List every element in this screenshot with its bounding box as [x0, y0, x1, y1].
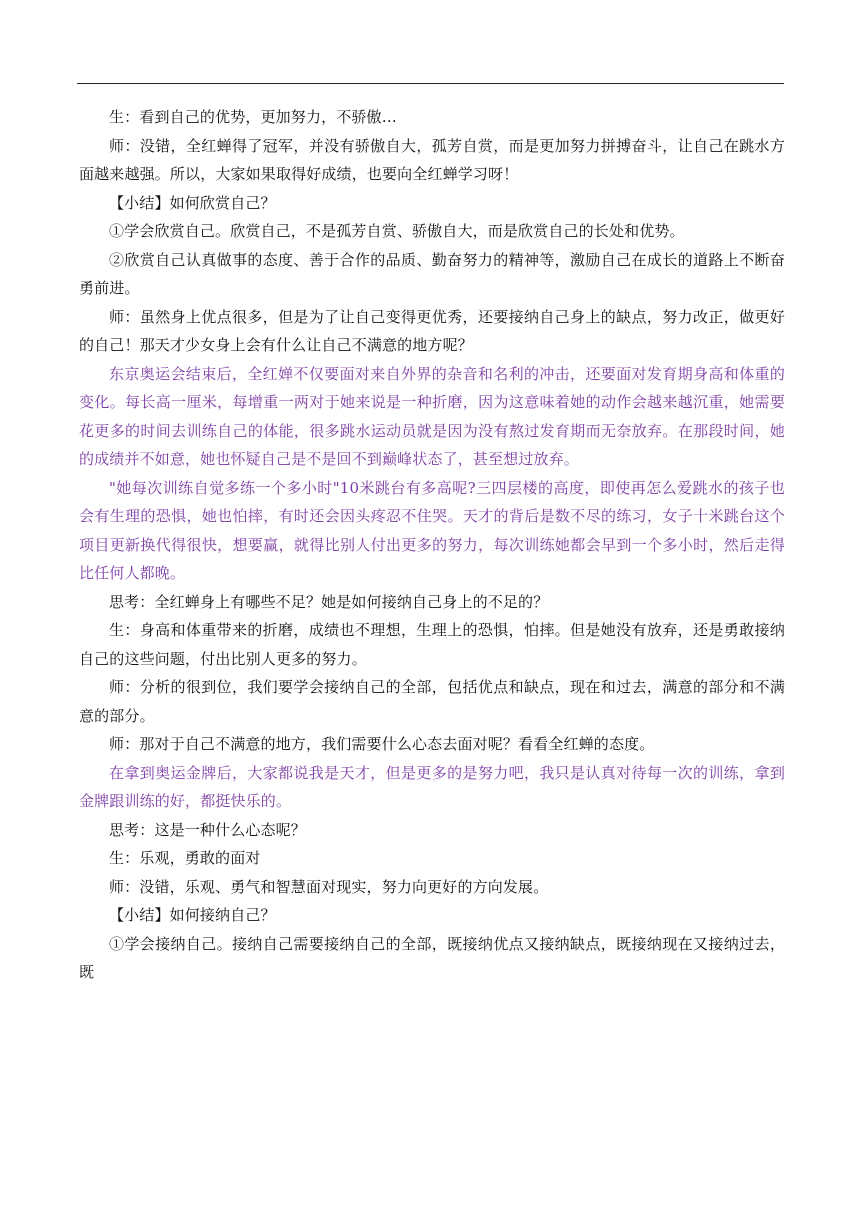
paragraph: 思考：这是一种什么心态呢？ — [109, 820, 306, 839]
paragraph: 师：没错，全红蝉得了冠军，并没有骄傲自大，孤芳自赏，而是更加努力拼搏奋斗，让自己在跳水方面越来越强。所以，大家如果取得好成绩，也要向全红蝉学习呀！ — [79, 136, 785, 183]
paragraph: 生：乐观，勇敢的面对 — [109, 849, 261, 867]
document-body — [79, 103, 785, 987]
summary-heading: 【小结】如何接纳自己？ — [109, 906, 276, 924]
highlighted-quote: "她每次训练自觉多练一个多小时"10米跳台有多高呢?三四层楼的高度，即使再怎么爱跳水的孩子也会有生理的恐惧，她也怕摔，有时还会因头疼忍不住哭。天才的背后是数不尽的练习，女子十米跳台这个项目更新换代得很快，想要赢，就得比别人付出更多的努力，每次训练她都会早到一个多小时，然后走得比任何人都晚。 — [79, 478, 785, 582]
paragraph: 生：看到自己的优势，更加努力，不骄傲… — [109, 108, 397, 126]
summary-point: ②欣赏自己认真做事的态度、善于合作的品质、勤奋努力的精神等，激励自己在成长的道路上不断奋勇前进。 — [79, 250, 785, 297]
highlighted-quote: 东京奥运会结束后，全红婵不仅要面对来自外界的杂音和名利的冲击，还要面对发育期身高和体重的变化。每长高一厘米，每增重一两对于她来说是一种折磨，因为这意味着她的动作会越来越沉重，她需要花更多的时间去训练自己的体能，很多跳水运动员就是因为没有熬过发育期而无奈放弃。在那段时间，她的成绩并不如意，她也怀疑自己是不是回不到巅峰状态了，甚至想过放弃。 — [79, 364, 785, 468]
summary-point: ①学会欣赏自己。欣赏自己，不是孤芳自赏、骄傲自大，而是欣赏自己的长处和优势。 — [109, 222, 685, 240]
paragraph: 师：没错，乐观、勇气和智慧面对现实，努力向更好的方向发展。 — [109, 877, 549, 896]
highlighted-quote: 在拿到奥运金牌后，大家都说我是天才，但是更多的是努力吧，我只是认真对待每一次的训练，拿到金牌跟训练的好，都挺快乐的。 — [79, 763, 785, 810]
paragraph: 师：虽然身上优点很多，但是为了让自己变得更优秀，还要接纳自己身上的缺点，努力改正，做更好的自己！那天才少女身上会有什么让自己不满意的地方呢？ — [79, 307, 785, 354]
summary-heading: 【小结】如何欣赏自己？ — [109, 193, 276, 212]
paragraph: 师：那对于自己不满意的地方，我们需要什么心态去面对呢？看看全红蝉的态度。 — [109, 735, 655, 753]
paragraph: 生：身高和体重带来的折磨，成绩也不理想，生理上的恐惧，怕摔。但是她没有放弃，还是勇敢接纳自己的这些问题，付出比别人更多的努力。 — [79, 621, 785, 668]
paragraph: 思考：全红蝉身上有哪些不足？她是如何接纳自己身上的不足的？ — [109, 592, 549, 611]
header-rule — [77, 83, 784, 84]
summary-point: ①学会接纳自己。接纳自己需要接纳自己的全部，既接纳优点又接纳缺点，既接纳现在又接纳过去，既 — [79, 934, 785, 981]
paragraph: 师：分析的很到位，我们要学会接纳自己的全部，包括优点和缺点，现在和过去，满意的部分和不满意的部分。 — [79, 678, 785, 725]
